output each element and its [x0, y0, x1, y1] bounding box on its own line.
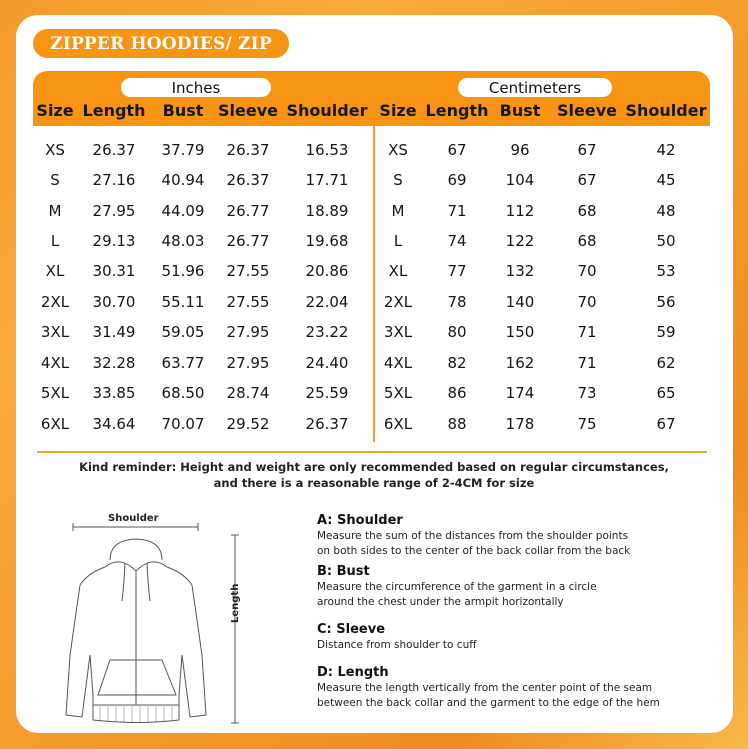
table-cell-centimeters: 67 — [447, 141, 467, 159]
table-cell-inches: 4XL — [40, 354, 70, 372]
table-cell-inches: 22.04 — [305, 293, 349, 311]
definition-bust — [317, 563, 717, 610]
table-cell-inches: XL — [45, 262, 65, 280]
table-cell-inches: 31.49 — [92, 323, 136, 341]
table-cell-centimeters: 104 — [505, 171, 535, 189]
table-cell-inches: 59.05 — [161, 323, 205, 341]
table-cell-inches: 19.68 — [305, 232, 349, 250]
reminder-line-2: and there is a reasonable range of 2-4CM for size — [213, 476, 535, 490]
table-cell-inches: 48.03 — [161, 232, 205, 250]
table-cell-inches: 23.22 — [305, 323, 349, 341]
table-cell-centimeters: 42 — [656, 141, 676, 159]
table-cell-inches: 26.37 — [92, 141, 136, 159]
table-cell-centimeters: XL — [388, 262, 408, 280]
table-cell-centimeters: 48 — [656, 202, 676, 220]
table-cell-inches: 34.64 — [92, 415, 136, 433]
table-cell-centimeters: 67 — [577, 171, 597, 189]
table-cell-inches: 18.89 — [305, 202, 349, 220]
unit-label-inches: Inches — [121, 78, 271, 97]
table-cell-inches: 26.37 — [226, 141, 270, 159]
shoulder-label: Shoulder — [108, 513, 159, 524]
table-cell-centimeters: 71 — [577, 354, 597, 372]
reminder-line-1: Kind reminder: Height and weight are only recommended based on regular circumstances, — [79, 460, 669, 474]
column-header-inches-shoulder: Shoulder — [286, 101, 368, 120]
definition-text: between the back collar and the garment to the edge of the hem — [317, 697, 660, 709]
table-cell-centimeters: 174 — [505, 384, 535, 402]
definition-text: Distance from shoulder to cuff — [317, 639, 477, 651]
table-cell-inches: 37.79 — [161, 141, 205, 159]
table-cell-inches: 24.40 — [305, 354, 349, 372]
table-cell-inches: 5XL — [40, 384, 70, 402]
definition-text: Measure the sum of the distances from the shoulder points — [317, 530, 629, 542]
definition-title: B: Bust — [317, 564, 370, 579]
table-cell-centimeters: 88 — [447, 415, 467, 433]
table-cell-centimeters: 65 — [656, 384, 676, 402]
column-header-centimeters-sleeve: Sleeve — [557, 101, 617, 120]
table-cell-inches: 3XL — [40, 323, 70, 341]
table-cell-centimeters: 78 — [447, 293, 467, 311]
table-cell-centimeters: 59 — [656, 323, 676, 341]
table-cell-centimeters: 74 — [447, 232, 467, 250]
table-bottom-divider — [37, 451, 707, 453]
table-cell-inches: 40.94 — [161, 171, 205, 189]
definition-title: C: Sleeve — [317, 622, 386, 637]
table-cell-centimeters: 67 — [656, 415, 676, 433]
table-cell-centimeters: 5XL — [383, 384, 413, 402]
definition-text: around the chest under the armpit horizontally — [317, 596, 564, 608]
table-cell-inches: 6XL — [40, 415, 70, 433]
table-cell-inches: S — [50, 171, 60, 189]
table-cell-inches: 27.55 — [226, 262, 270, 280]
table-cell-centimeters: 6XL — [383, 415, 413, 433]
table-cell-inches: 68.50 — [161, 384, 205, 402]
table-cell-centimeters: 50 — [656, 232, 676, 250]
length-label: Length — [230, 583, 241, 623]
table-cell-inches: 27.55 — [226, 293, 270, 311]
table-cell-inches: 55.11 — [161, 293, 205, 311]
definition-title: D: Length — [317, 665, 389, 680]
table-cell-centimeters: 56 — [656, 293, 676, 311]
table-cell-centimeters: 162 — [505, 354, 535, 372]
table-cell-inches: 27.95 — [226, 354, 270, 372]
definition-length — [317, 664, 717, 711]
table-cell-inches: 29.52 — [226, 415, 270, 433]
table-cell-inches: 26.77 — [226, 202, 270, 220]
table-cell-inches: 70.07 — [161, 415, 205, 433]
table-cell-inches: XS — [45, 141, 65, 159]
table-cell-centimeters: 77 — [447, 262, 467, 280]
column-header-inches-size: Size — [36, 101, 74, 120]
table-cell-centimeters: 178 — [505, 415, 535, 433]
table-cell-inches: 25.59 — [305, 384, 349, 402]
table-cell-centimeters: S — [393, 171, 403, 189]
column-header-inches-sleeve: Sleeve — [218, 101, 278, 120]
column-header-centimeters-size: Size — [379, 101, 417, 120]
table-cell-centimeters: 86 — [447, 384, 467, 402]
definition-text: Measure the circumference of the garment in a circle — [317, 581, 597, 593]
table-cell-inches: 30.70 — [92, 293, 136, 311]
table-cell-inches: 16.53 — [305, 141, 349, 159]
kind-reminder — [30, 459, 718, 491]
table-cell-centimeters: XS — [388, 141, 408, 159]
table-cell-centimeters: 67 — [577, 141, 597, 159]
table-cell-centimeters: 53 — [656, 262, 676, 280]
table-cell-centimeters: 71 — [577, 323, 597, 341]
product-title: ZIPPER HOODIES/ ZIP — [33, 29, 289, 58]
table-cell-centimeters: 75 — [577, 415, 597, 433]
table-cell-centimeters: 45 — [656, 171, 676, 189]
table-header — [33, 71, 710, 126]
table-cell-inches: 20.86 — [305, 262, 349, 280]
table-cell-inches: 26.77 — [226, 232, 270, 250]
table-cell-centimeters: 4XL — [383, 354, 413, 372]
table-cell-inches: 27.95 — [226, 323, 270, 341]
column-header-centimeters-length: Length — [425, 101, 489, 120]
table-cell-inches: 26.37 — [305, 415, 349, 433]
table-cell-centimeters: 68 — [577, 232, 597, 250]
table-cell-inches: 17.71 — [305, 171, 349, 189]
table-cell-inches: 51.96 — [161, 262, 205, 280]
table-cell-centimeters: 3XL — [383, 323, 413, 341]
table-cell-centimeters: 82 — [447, 354, 467, 372]
column-divider — [373, 126, 375, 442]
table-cell-inches: M — [48, 202, 62, 220]
table-cell-centimeters: 132 — [505, 262, 535, 280]
table-cell-centimeters: 70 — [577, 262, 597, 280]
table-cell-inches: 27.16 — [92, 171, 136, 189]
table-cell-centimeters: L — [393, 232, 403, 250]
table-cell-centimeters: 73 — [577, 384, 597, 402]
table-cell-inches: 32.28 — [92, 354, 136, 372]
table-cell-centimeters: 150 — [505, 323, 535, 341]
table-cell-centimeters: 140 — [505, 293, 535, 311]
table-cell-centimeters: 71 — [447, 202, 467, 220]
unit-label-centimeters: Centimeters — [458, 78, 612, 97]
table-cell-centimeters: 70 — [577, 293, 597, 311]
table-cell-centimeters: 68 — [577, 202, 597, 220]
table-cell-centimeters: 112 — [505, 202, 535, 220]
hoodie-outline-icon — [40, 505, 280, 735]
table-cell-centimeters: 122 — [505, 232, 535, 250]
table-cell-centimeters: 96 — [510, 141, 530, 159]
definition-sleeve — [317, 621, 717, 653]
table-cell-inches: 44.09 — [161, 202, 205, 220]
table-cell-inches: 26.37 — [226, 171, 270, 189]
column-header-centimeters-bust: Bust — [499, 101, 541, 120]
column-header-inches-length: Length — [82, 101, 146, 120]
definition-text: on both sides to the center of the back collar from the back — [317, 545, 631, 557]
definition-title: A: Shoulder — [317, 513, 403, 528]
table-cell-inches: L — [50, 232, 60, 250]
table-cell-inches: 27.95 — [92, 202, 136, 220]
table-cell-centimeters: 80 — [447, 323, 467, 341]
table-cell-centimeters: 62 — [656, 354, 676, 372]
table-cell-inches: 33.85 — [92, 384, 136, 402]
table-cell-inches: 28.74 — [226, 384, 270, 402]
measurement-diagram — [40, 505, 280, 735]
table-cell-inches: 29.13 — [92, 232, 136, 250]
table-cell-centimeters: M — [391, 202, 405, 220]
table-cell-centimeters: 2XL — [383, 293, 413, 311]
table-cell-inches: 2XL — [40, 293, 70, 311]
table-cell-inches: 30.31 — [92, 262, 136, 280]
column-header-centimeters-shoulder: Shoulder — [625, 101, 707, 120]
definition-text: Measure the length vertically from the center point of the seam — [317, 682, 653, 694]
table-cell-centimeters: 69 — [447, 171, 467, 189]
column-header-inches-bust: Bust — [162, 101, 204, 120]
table-cell-inches: 63.77 — [161, 354, 205, 372]
definition-shoulder — [317, 512, 717, 559]
